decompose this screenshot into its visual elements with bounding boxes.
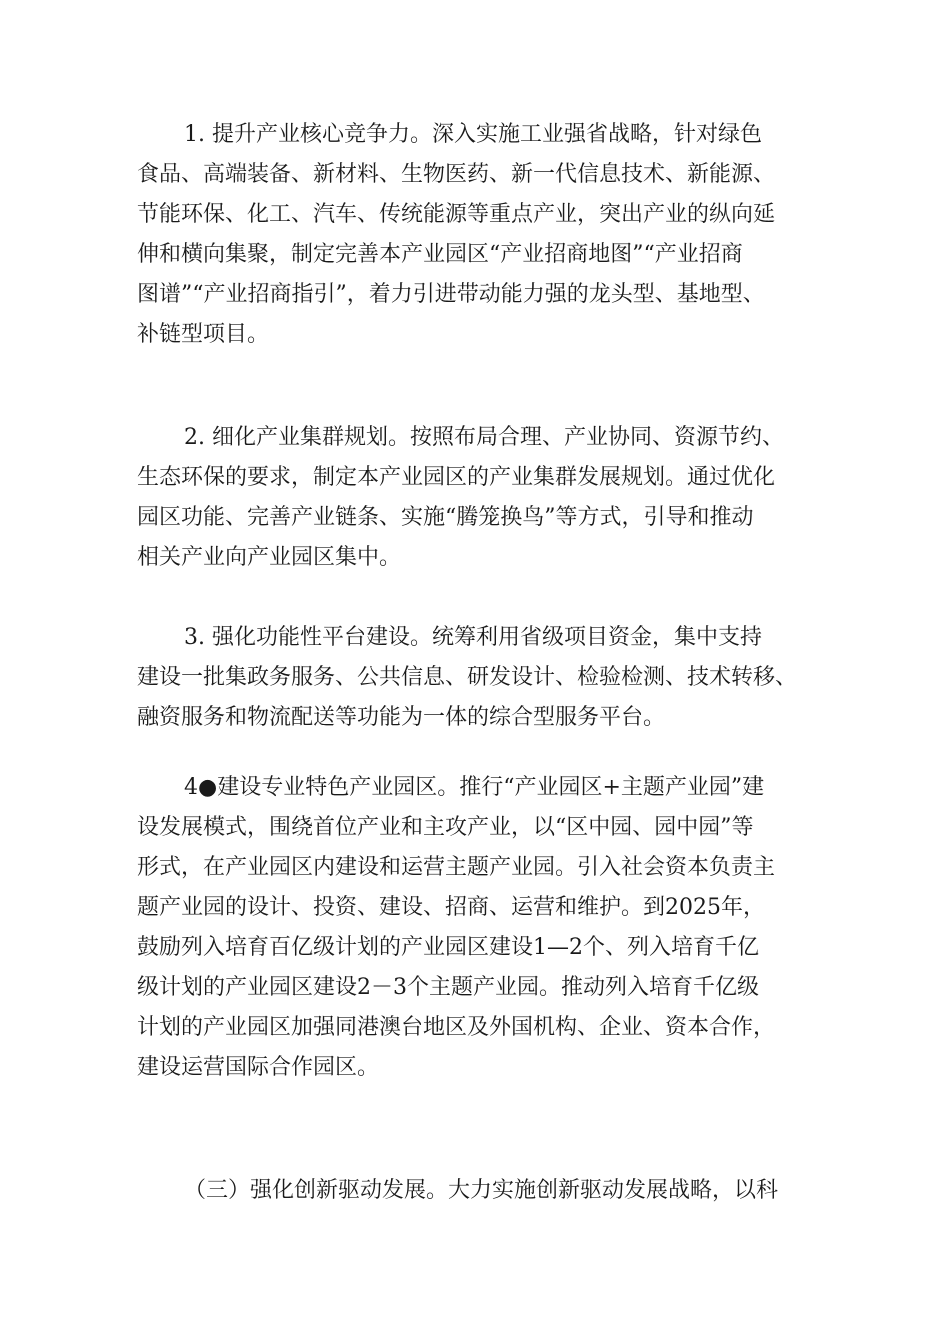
text-line: 鼓励列入培育百亿级计划的产业园区建设1—2个、列入培育千亿 xyxy=(137,935,759,960)
text-line: 图谱”“产业招商指引”，着力引进带动能力强的龙头型、基地型、 xyxy=(137,282,765,307)
text-line: 级计划的产业园区建设2－3个主题产业园。推动列入培育千亿级 xyxy=(137,975,759,1000)
text-line: 伸和横向集聚，制定完善本产业园区“产业招商地图”“产业招商 xyxy=(137,242,743,267)
text-line: 1. 提升产业核心竞争力。深入实施工业强省战略，针对绿色 xyxy=(184,122,762,147)
text-line: 形式，在产业园区内建设和运营主题产业园。引入社会资本负责主 xyxy=(137,855,776,880)
text-line: 补链型项目。 xyxy=(137,322,270,347)
text-line: 4●建设专业特色产业园区。推行“产业园区+主题产业园”建 xyxy=(184,775,765,800)
text-line: 建设一批集政务服务、公共信息、研发设计、检验检测、技术转移、 xyxy=(137,665,798,690)
text-line: 融资服务和物流配送等功能为一体的综合型服务平台。 xyxy=(137,705,666,730)
text-line: 食品、高端装备、新材料、生物医药、新一代信息技术、新能源、 xyxy=(137,162,776,187)
text-line: 节能环保、化工、汽车、传统能源等重点产业，突出产业的纵向延 xyxy=(137,202,776,227)
text-line: 3. 强化功能性平台建设。统筹利用省级项目资金，集中支持 xyxy=(184,625,762,650)
text-line: 建设运营国际合作园区。 xyxy=(137,1055,380,1080)
paragraph-innovation-driven xyxy=(137,1171,837,1211)
paragraph-cluster-planning xyxy=(137,418,837,578)
text-line: 2. 细化产业集群规划。按照布局合理、产业协同、资源节约、 xyxy=(184,425,784,450)
paragraph-specialty-parks xyxy=(137,768,837,1088)
paragraph-industry-competitiveness xyxy=(137,115,837,355)
text-line: 设发展模式，围绕首位产业和主攻产业，以“区中园、园中园”等 xyxy=(137,815,754,840)
text-line: 园区功能、完善产业链条、实施“腾笼换鸟”等方式，引导和推动 xyxy=(137,505,754,530)
text-line: （三）强化创新驱动发展。大力实施创新驱动发展战略，以科 xyxy=(184,1178,779,1203)
text-line: 计划的产业园区加强同港澳台地区及外国机构、企业、资本合作， xyxy=(137,1015,776,1040)
paragraph-platform-construction xyxy=(137,618,837,738)
text-line: 相关产业向产业园区集中。 xyxy=(137,545,402,570)
text-line: 生态环保的要求，制定本产业园区的产业集群发展规划。通过优化 xyxy=(137,465,776,490)
text-line: 题产业园的设计、投资、建设、招商、运营和维护。到2025年， xyxy=(137,895,765,920)
